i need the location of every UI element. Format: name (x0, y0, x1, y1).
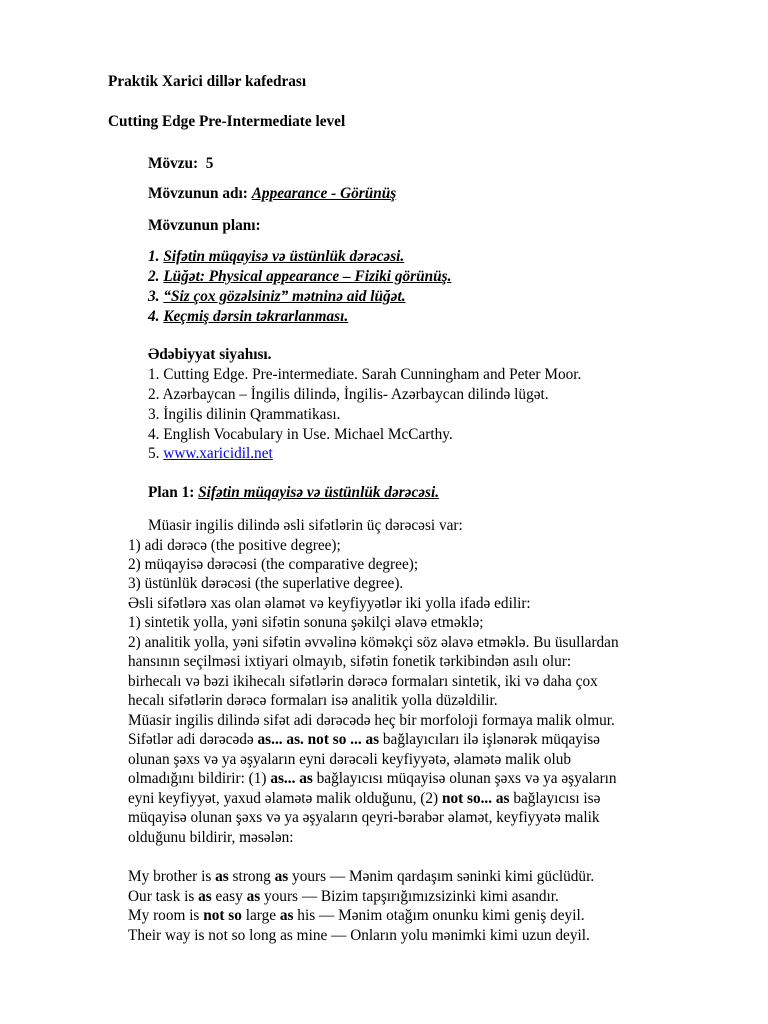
bold-run: as (246, 888, 261, 905)
plan-item-number: 3. (148, 288, 160, 305)
course-heading: Cutting Edge Pre-Intermediate level (108, 113, 346, 130)
text-run: Our task is (128, 888, 199, 905)
text-run: strong (228, 868, 275, 885)
plan-heading: Mövzunun planı: (148, 217, 261, 234)
text-run: My brother is (128, 868, 216, 885)
text-run: bağlayıcıları ilə işlənərək müqayisə (379, 731, 600, 748)
text-run: Sifətlər adi dərəcədə (128, 731, 258, 748)
plan1-title: Sifətin müqayisə və üstünlük dərəcəsi. (198, 484, 440, 501)
plan-item (148, 307, 348, 326)
topic-name-label: Mövzunun adı: (148, 185, 248, 202)
bibliography-item-number: 5. (148, 445, 164, 462)
text-run: his — Mənim otağım onunku kimi geniş deyil. (293, 907, 585, 924)
topic-number-value: 5 (205, 155, 214, 172)
body-line: hecalı sifətlərin dərəcə formaları isə analitik yolla düzəldilir. (128, 692, 498, 709)
example-line (128, 926, 590, 945)
body-line: olunan şəxs və ya əşyaların eyni dərəcəli keyfiyyətə, əlamətə malik olub (128, 751, 572, 768)
degree-item: 3) üstünlük dərəcəsi (the superlative degree). (128, 575, 404, 592)
bibliography-item: 3. İngilis dilinin Qrammatikası. (148, 406, 341, 423)
text-run: bağlayıcısı müqayisə olunan şəxs və ya əşyaların (312, 770, 617, 787)
body-intro: Müasir ingilis dilində əsli sifətlərin üç dərəcəsi var: (148, 517, 463, 534)
plan-item-text: Keçmiş dərsin təkrarlanması. (163, 308, 349, 325)
text-run: olmadığını bildirir: (1) (128, 770, 271, 787)
example-line (128, 867, 594, 886)
body-line (128, 769, 617, 788)
text-run: easy (211, 888, 247, 905)
bold-run: as... as (270, 770, 313, 787)
example-line (128, 887, 559, 906)
text-run: bağlayıcısı isə (509, 790, 601, 807)
body-line (128, 730, 600, 749)
bibliography-item: 4. English Vocabulary in Use. Michael McCarthy. (148, 426, 453, 443)
body-line: müqayisə olunan şəxs və ya əşyaların qeyri-bərabər əlamət, keyfiyyətə malik (128, 809, 600, 826)
department-heading: Praktik Xarici dillər kafedrası (108, 73, 307, 90)
body-line (128, 789, 600, 808)
body-line: olduğunu bildirir, məsələn: (128, 829, 294, 846)
bibliography-title: Ədəbiyyat siyahısı. (148, 346, 272, 363)
plan-item (148, 247, 404, 266)
plan-item-number: 1. (148, 248, 160, 265)
bold-run: not so (203, 907, 242, 924)
plan-item (148, 287, 406, 306)
plan-item-text: Sifətin müqayisə və üstünlük dərəcəsi. (163, 248, 405, 265)
text-run: yours — Bizim tapşırığımızsizinki kimi asandır. (260, 888, 559, 905)
body-line: 2) analitik yolla, yəni sifətin əvvəlinə köməkçi söz əlavə etməklə. Bu üsullardan (128, 634, 619, 651)
plan-item-text: “Siz çox gözəlsiniz” mətninə aid lüğət. (163, 288, 406, 305)
body-paragraph: Əsli sifətlərə xas olan əlamət və keyfiyyətlər iki yolla ifadə edilir: (128, 595, 531, 612)
bold-run: not so... as (441, 790, 510, 807)
plan-item-text: Lüğət: Physical appearance – Fiziki görünüş. (163, 268, 452, 285)
bold-run: as (215, 868, 229, 885)
text-run: large (241, 907, 280, 924)
text-run: eyni keyfiyyət, yaxud əlamətə malik olduğunu, (2) (128, 790, 442, 807)
bold-run: as (274, 868, 289, 885)
bold-run: as... as. not so ... as (257, 731, 380, 748)
topic-number-label: Mövzu: (148, 155, 199, 172)
plan1-heading (148, 483, 439, 502)
bibliography-item: 2. Azərbaycan – İngilis dilində, İngilis- Azərbaycan dilində lügət. (148, 386, 549, 403)
body-line: Müasir ingilis dilində sifət adi dərəcədə heç bir morfoloji formaya malik olmur. (128, 712, 615, 729)
degree-item: 1) adi dərəcə (the positive degree); (128, 537, 341, 554)
bold-run: as (279, 907, 294, 924)
topic-name-value: Appearance - Görünüş (251, 185, 397, 202)
website-link[interactable]: www.xaricidil.net (163, 445, 273, 462)
plan-item-number: 4. (148, 308, 160, 325)
text-run: My room is (128, 907, 204, 924)
topic-name (148, 184, 396, 203)
plan-item (148, 267, 451, 286)
example-line (128, 906, 585, 925)
body-line: hansının seçilməsi ixtiyari olmayıb, sifətin fonetik tərkibindən asılı olur: (128, 653, 572, 670)
degree-item: 2) müqayisə dərəcəsi (the comparative degree); (128, 556, 419, 573)
topic-number (148, 154, 213, 173)
text-run: yours — Mənim qardaşım səninki kimi güclüdür. (288, 868, 595, 885)
plan1-label: Plan 1: (148, 484, 195, 501)
plan-item-number: 2. (148, 268, 160, 285)
body-line: birhecalı və bəzi ikihecalı sifətlərin dərəcə formaları sintetik, iki və daha çox (128, 673, 598, 690)
bibliography-item: 1. Cutting Edge. Pre-intermediate. Sarah Cunningham and Peter Moor. (148, 366, 582, 383)
bibliography-item (148, 444, 273, 463)
body-line: 1) sintetik yolla, yəni sifətin sonuna şəkilçi əlavə etməklə; (128, 614, 484, 631)
text-run: Their way is not so long as mine — Onların yolu mənimki kimi uzun deyil. (128, 927, 590, 944)
bold-run: as (198, 888, 212, 905)
